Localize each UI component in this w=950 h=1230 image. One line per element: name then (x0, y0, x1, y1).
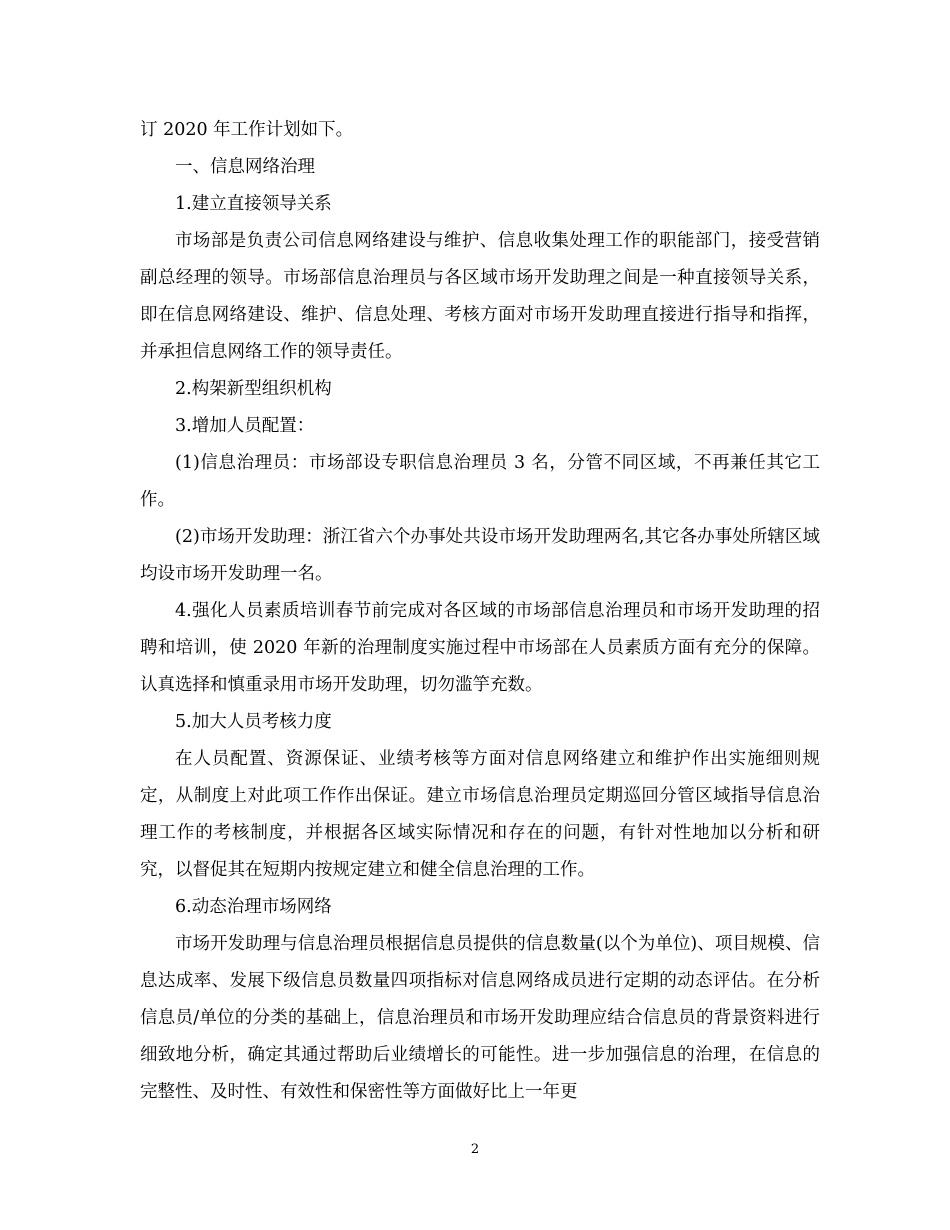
item-heading-6: 6.动态治理市场网络 (175, 897, 332, 917)
paragraph-intro: 订 2020 年工作计划如下。 (140, 120, 354, 140)
sub-item-1: (1)信息治理员：市场部设专职信息治理员 3 名，分管不同区域，不再兼任其它工作。 (140, 453, 820, 510)
paragraph-body: 在人员配置、资源保证、业绩考核等方面对信息网络建立和维护作出实施细则规定，从制度上对此项工作作出保证。建立市场信息治理员定期巡回分管区域指导信息治理工作的考核制度，并根据各区域实际情况和存在的问题，有针对性地加以分析和研究，以督促其在短期内按规定建立和健全信息治理的工作。 (140, 749, 820, 880)
section-heading-info-network: 一、信息网络治理 (175, 157, 315, 177)
page-number: 2 (470, 1142, 480, 1157)
paragraph-body: 市场开发助理与信息治理员根据信息员提供的信息数量(以个为单位)、项目规模、信息达成率、发展下级信息员数量四项指标对信息网络成员进行定期的动态评估。在分析信息员/单位的分类的基础上，信息治理员和市场开发助理应结合信息员的背景资料进行细致地分析，确定其通过帮助后业绩增长的可能性。进一步加强信息的治理，在信息的完整性、及时性、有效性和保密性等方面做好比上一年更 (140, 934, 820, 1102)
document-body (140, 112, 820, 1111)
item-heading-3: 3.增加人员配置： (175, 416, 315, 436)
item-heading-4: 4.强化人员素质培训春节前完成对各区域的市场部信息治理员和市场开发助理的招聘和培训，使 2020 年新的治理制度实施过程中市场部在人员素质方面有充分的保障。认真选择和慎重录用市场开发助理，切勿滥竽充数。 (140, 601, 820, 695)
item-heading-1: 1.建立直接领导关系 (175, 194, 332, 214)
item-heading-5: 5.加大人员考核力度 (175, 712, 332, 732)
paragraph-body: 市场部是负责公司信息网络建设与维护、信息收集处理工作的职能部门，接受营销副总经理的领导。市场部信息治理员与各区域市场开发助理之间是一种直接领导关系，即在信息网络建设、维护、信息处理、考核方面对市场开发助理直接进行指导和指挥，并承担信息网络工作的领导责任。 (140, 231, 820, 362)
item-heading-2: 2.构架新型组织机构 (175, 379, 332, 399)
sub-item-2: (2)市场开发助理：浙江省六个办事处共设市场开发助理两名,其它各办事处所辖区域均设市场开发助理一名。 (140, 527, 820, 584)
